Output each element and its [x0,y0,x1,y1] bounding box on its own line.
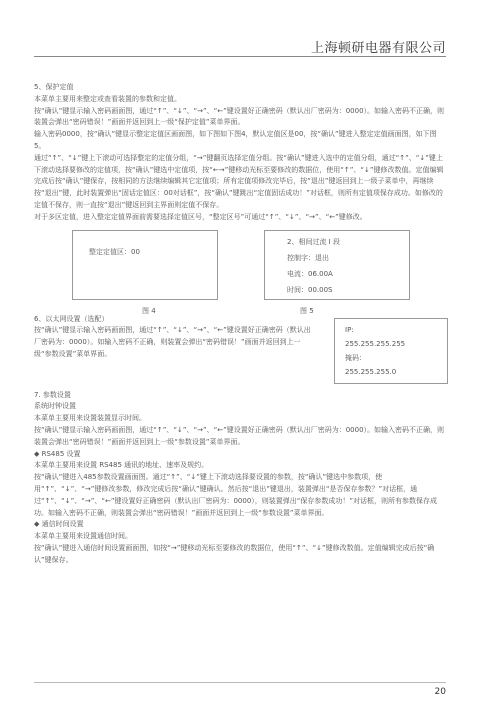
section-5-para-5: 对于多区定值，进入整定定值界面前需要选择定值区号，“整定区号”可通过“↑”、“↓”、“→”、“←”键修改。 [34,212,367,221]
figure-5-screen [264,230,410,300]
section-7-para-2: 按“确认”键显示输入密码画面图，通过“↑”、“↓”、“→”、“←”键设置好正确密码（默认出厂密码为：0000）。如输入密码不正确，则装置会弹出“密码错误！”画面并返回到上一级“参数设置”菜单界面。 [34,425,445,446]
comm-time-para-2: 按“确认”键进入通信时间设置画面图，如按“→”键移动光标至要修改的数据位，使用“↑”、“↓”键修改数值。定值编辑完成后按“确认”键保存。 [34,543,435,564]
fig5-line-4: 时间：00.00S [287,285,333,294]
fig5-line-1: 2、相间过流 I 段 [287,237,340,246]
company-name: 上海顿研电器有限公司 [310,41,446,56]
rs485-para-2: 按“确认”键进入485参数设置画面图。通过“↑”、“↓”键上下滚动选择要设置的参数，按“确认”键选中参数项，使用“↑”、“↓”、“→”键修改参数，修改完成后按“确认”键确认。然后按“退出”键退出，装置弹出“是否保存参数？”对话框，通过“↑”、“↓”、“→”、“←”键设置好正确密码（默认出厂密码为：0000），则装置弹出“保存参数成功！”对话框，则所有参数保存成功。如输入密码不正确，则装置会弹出“密码错误！”画面并返回到上一级“参数设置”菜单界面。 [34,473,438,517]
section-7-title: 7. 参数设置 [34,390,71,399]
section-5-para-4: 通过“↑”、“↓”键上下滚动可选择整定的定值分组，“→”键翻页选择定值分组。按“确认”键进入选中的定值分组，通过“↑”、“↓”键上下滚动选择要修改的定值项，按“确认”键选中定值项，按“←→”键移动光标至要修改的数据位，使用“↑”、“↓”键修改数值。定值编辑完成后按“确认”键保存，按相同的方法继续编辑其它定值项；所有定值项修改完毕后，按“退出”键返回到上一级子菜单中，再继续按“退出”键，此时装置弹出“固话定值区：00对话框”，按“确认”键跳出“定值固话成功！”对话框，则所有定值项保存成功。如修改的定值不保存，则一直按“退出”键返回到主界面则定值不保存。 [34,153,444,209]
section-5-para-3: 输入密码0000，按“确认”键显示整定定值区画面图，如下图如下图4，默认定值区是00，按“确认”键进入整定定值画面图，如下图5。 [34,130,437,150]
section-7-sub-clock: 系统时钟设置 [34,402,76,411]
section-6 [34,314,448,386]
ip-value: 255.255.255.255 [345,339,406,348]
fig4-line: 整定定值区：00 [89,247,140,256]
footer-rule [34,682,446,683]
comm-time-title: ◆ 通信时间设置 [34,520,84,529]
ip-label: IP: [345,325,354,334]
mask-label: 掩码： [345,353,366,362]
section-5-para-2: 按“确认”键显示输入密码画面图，通过“↑”、“↓”、“→”、“←”键设置好正确密码（默认出厂密码为：0000）。如输入密码不正确，则装置会弹出“密码错误！”画面并返回到上一级“保护定值”菜单界面。 [34,106,445,127]
fig5-line-2: 控制字：退出 [287,253,329,262]
figure-5-caption: 图 5 [300,306,314,315]
page-header [0,0,480,62]
comm-time-para-1: 本菜单主要用来设置通信时间。 [34,532,132,541]
mask-value: 255.255.255.0 [345,367,397,376]
section-7-para-1: 本菜单主要用来设置装置显示时间。 [34,414,146,423]
page-number: 20 [434,687,446,697]
ip-settings-screen [334,318,448,384]
rs485-title: ◆ RS485 设置 [34,449,81,458]
rs485-para-1: 本菜单主要用来设置 RS485 通讯的地址、速率及规约。 [34,461,209,470]
figure-4-screen [72,230,218,300]
figures-4-5 [34,230,448,314]
section-6-title: 6、以太网设置（选配） [34,314,109,323]
fig5-line-3: 电流：06.00A [287,269,333,278]
figure-4-caption: 图 4 [142,306,156,315]
document-body [34,82,448,567]
section-5-title: 5、保护定值 [34,83,74,91]
section-6-para-1: 按“确认”键显示输入密码画面图，通过“↑”、“↓”、“→”、“←”键设置好正确密码（默认出厂密码为：0000）。如输入密码不正确，则装置会弹出“密码错误！”画面并返回到上一级“参数设置”菜单界面。 [34,326,311,358]
header-rule [34,56,446,57]
section-5-para-1: 本菜单主要用来整定或查看装置的参数和定值。 [34,94,181,103]
